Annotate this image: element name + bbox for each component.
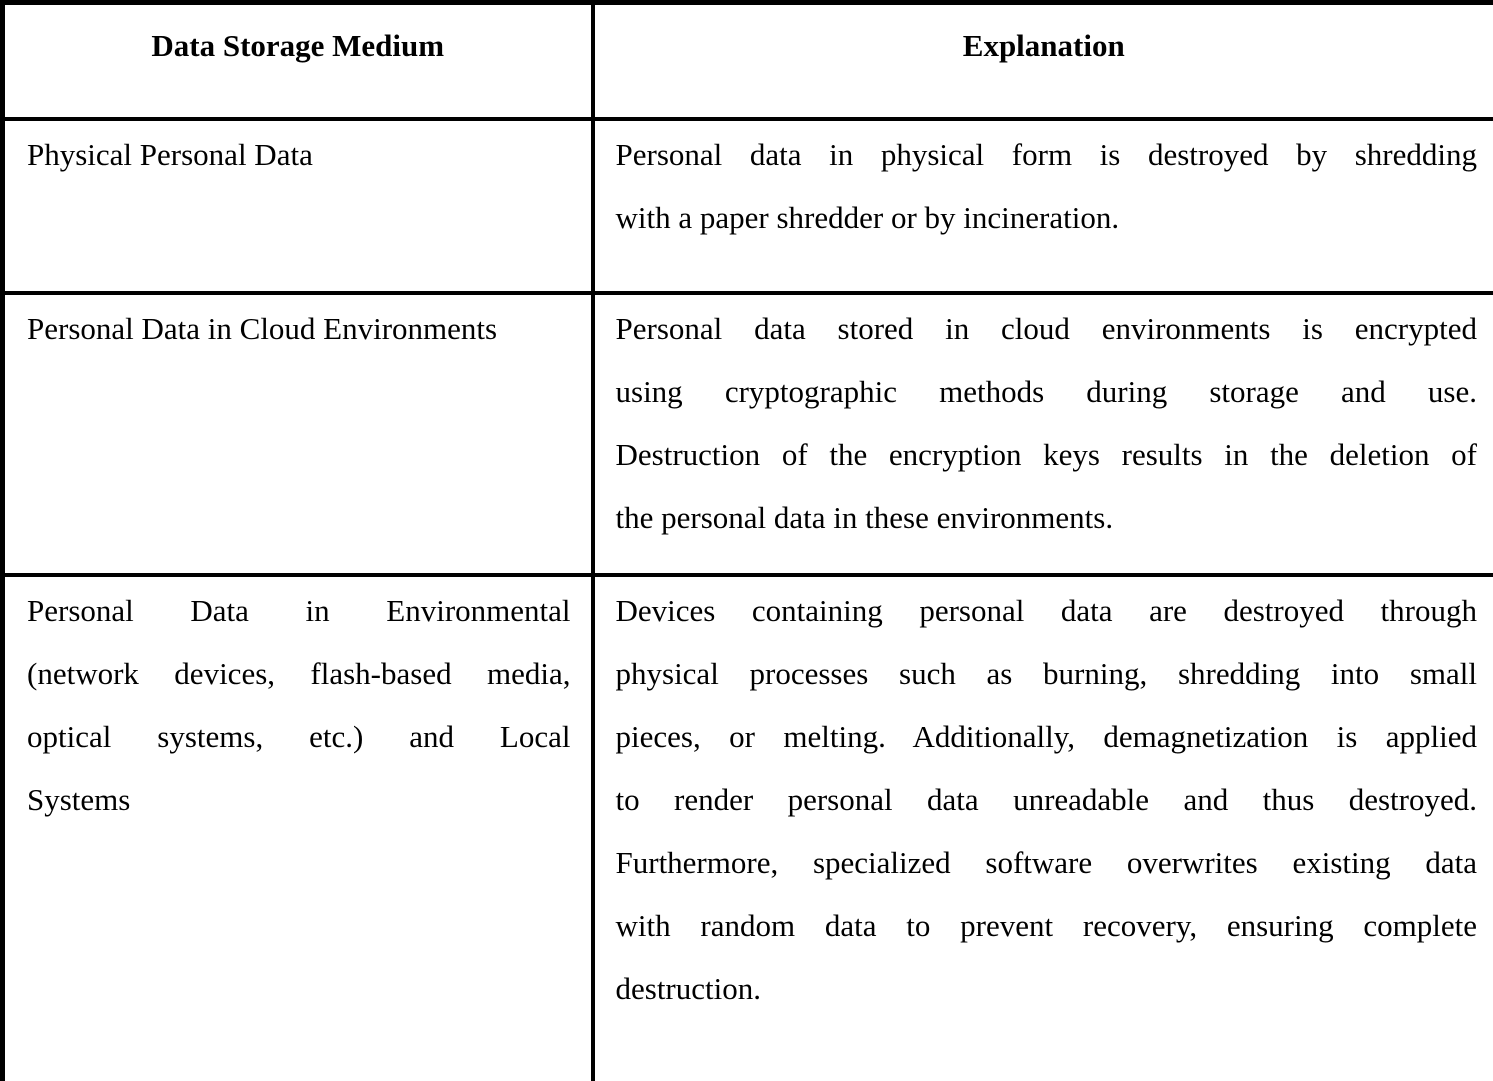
medium-cell bbox=[3, 293, 593, 575]
text-line: with a paper shredder or by incineration. bbox=[615, 199, 1120, 235]
header-cell-data-storage-medium: Data Storage Medium bbox=[3, 3, 593, 119]
table-row-environmental-local-systems bbox=[3, 575, 1493, 1081]
text-line: Personal Data in Environmental bbox=[27, 592, 571, 628]
text-line: Personal data in physical form is destroyed by shredding bbox=[615, 136, 1477, 172]
text-line: Furthermore, specialized software overwrites existing data bbox=[615, 844, 1477, 880]
explanation-cell bbox=[593, 575, 1493, 1081]
text-line: Systems bbox=[27, 781, 131, 817]
text-line: with random data to prevent recovery, ensuring complete bbox=[615, 907, 1477, 943]
explanation-cell bbox=[593, 293, 1493, 575]
text-line: Destruction of the encryption keys results in the deletion of bbox=[615, 436, 1477, 472]
text-line: Physical Personal Data bbox=[27, 136, 313, 172]
header-cell-explanation: Explanation bbox=[593, 3, 1493, 119]
text-line: Personal Data in Cloud Environments bbox=[27, 310, 498, 346]
text-line: optical systems, etc.) and Local bbox=[27, 718, 571, 754]
text-line: Devices containing personal data are destroyed through bbox=[615, 592, 1477, 628]
text-line: pieces, or melting. Additionally, demagnetization is applied bbox=[615, 718, 1477, 754]
explanation-cell bbox=[593, 119, 1493, 293]
text-line: physical processes such as burning, shredding into small bbox=[615, 655, 1477, 691]
text-line: destruction. bbox=[615, 970, 761, 1006]
text-line: Personal data stored in cloud environments is encrypted bbox=[615, 310, 1477, 346]
text-line: using cryptographic methods during storage and use. bbox=[615, 373, 1477, 409]
table-row-physical-personal-data bbox=[3, 119, 1493, 293]
text-line: to render personal data unreadable and thus destroyed. bbox=[615, 781, 1477, 817]
table-header-row bbox=[3, 3, 1493, 119]
medium-cell bbox=[3, 119, 593, 293]
text-line: the personal data in these environments. bbox=[615, 499, 1114, 535]
text-line: (network devices, flash-based media, bbox=[27, 655, 571, 691]
table-row-cloud-environments bbox=[3, 293, 1493, 575]
medium-cell bbox=[3, 575, 593, 1081]
